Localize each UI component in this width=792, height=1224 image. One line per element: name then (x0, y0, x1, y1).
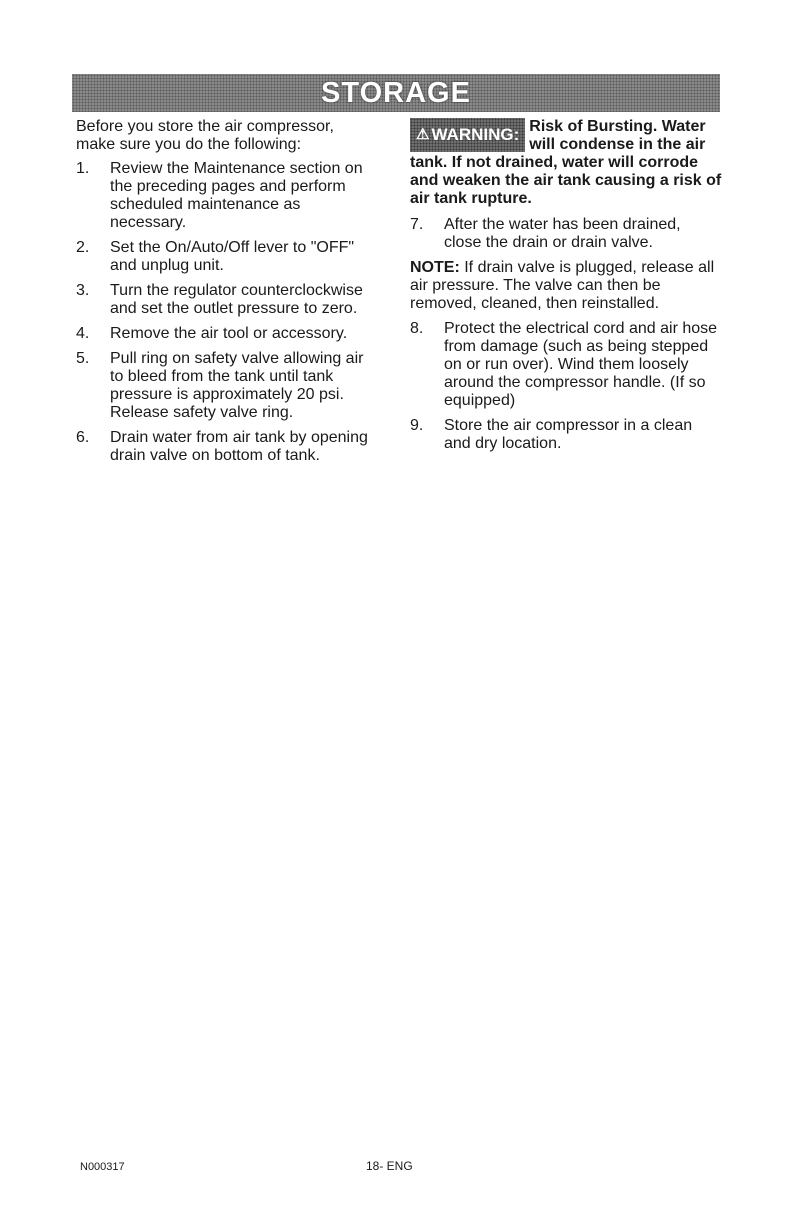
step-number: 5. (76, 350, 90, 367)
list-item (76, 429, 376, 465)
step-number: 2. (76, 239, 90, 256)
warning-block (410, 118, 722, 208)
left-column (76, 118, 376, 472)
step-text: Turn the regulator counterclockwise and set the outlet pressure to zero. (110, 282, 363, 317)
step-number: 8. (410, 320, 424, 337)
list-item (76, 160, 376, 232)
right-column (410, 118, 722, 460)
note-paragraph (410, 259, 722, 313)
list-item (76, 350, 376, 422)
step-text: Set the On/Auto/Off lever to "OFF" and unplug unit. (110, 239, 355, 274)
list-item (76, 239, 376, 275)
warning-triangle-icon: ⚠ (416, 126, 430, 143)
list-item (76, 325, 376, 343)
list-item (410, 417, 722, 453)
step-text: Store the air compressor in a clean and dry location. (444, 417, 693, 452)
step-number: 9. (410, 417, 424, 434)
step-text: Pull ring on safety valve allowing air to bleed from the tank until tank pressure is approximately 20 psi. Release safety valve ring. (110, 350, 364, 421)
warning-badge (410, 118, 525, 152)
step-text: Protect the electrical cord and air hose from damage (such as being stepped on or run over). Wind them loosely around the compressor handle. (If so equipped) (444, 320, 718, 409)
step-number: 7. (410, 216, 424, 233)
intro-paragraph: Before you store the air compressor, make sure you do the following: (76, 118, 334, 153)
note-text: If drain valve is plugged, release all air pressure. The valve can then be removed, cleaned, then reinstalled. (410, 259, 715, 312)
storage-steps-list-final (410, 320, 722, 453)
step-number: 6. (76, 429, 90, 446)
warning-label: WARNING: (431, 125, 520, 144)
step-number: 3. (76, 282, 90, 299)
storage-steps-list-continued (410, 216, 722, 252)
step-text: Review the Maintenance section on the preceding pages and perform scheduled maintenance as necessary. (110, 160, 363, 231)
step-text: Drain water from air tank by opening drain valve on bottom of tank. (110, 429, 368, 464)
section-header-bar (72, 74, 720, 112)
section-title: STORAGE (321, 76, 471, 109)
list-item (410, 320, 722, 410)
storage-steps-list (76, 160, 376, 465)
step-text: After the water has been drained, close the drain or drain valve. (444, 216, 681, 251)
document-code: N000317 (80, 1161, 125, 1173)
step-text: Remove the air tool or accessory. (110, 325, 348, 342)
list-item (76, 282, 376, 318)
warning-text: Risk of Bursting. Water will condense in the air tank. If not drained, water will corrode and weaken the air tank causing a risk of air tank rupture. (410, 118, 722, 207)
list-item (410, 216, 722, 252)
note-label: NOTE: (410, 259, 460, 276)
page-number: 18- ENG (366, 1159, 413, 1173)
step-number: 4. (76, 325, 90, 342)
step-number: 1. (76, 160, 90, 177)
